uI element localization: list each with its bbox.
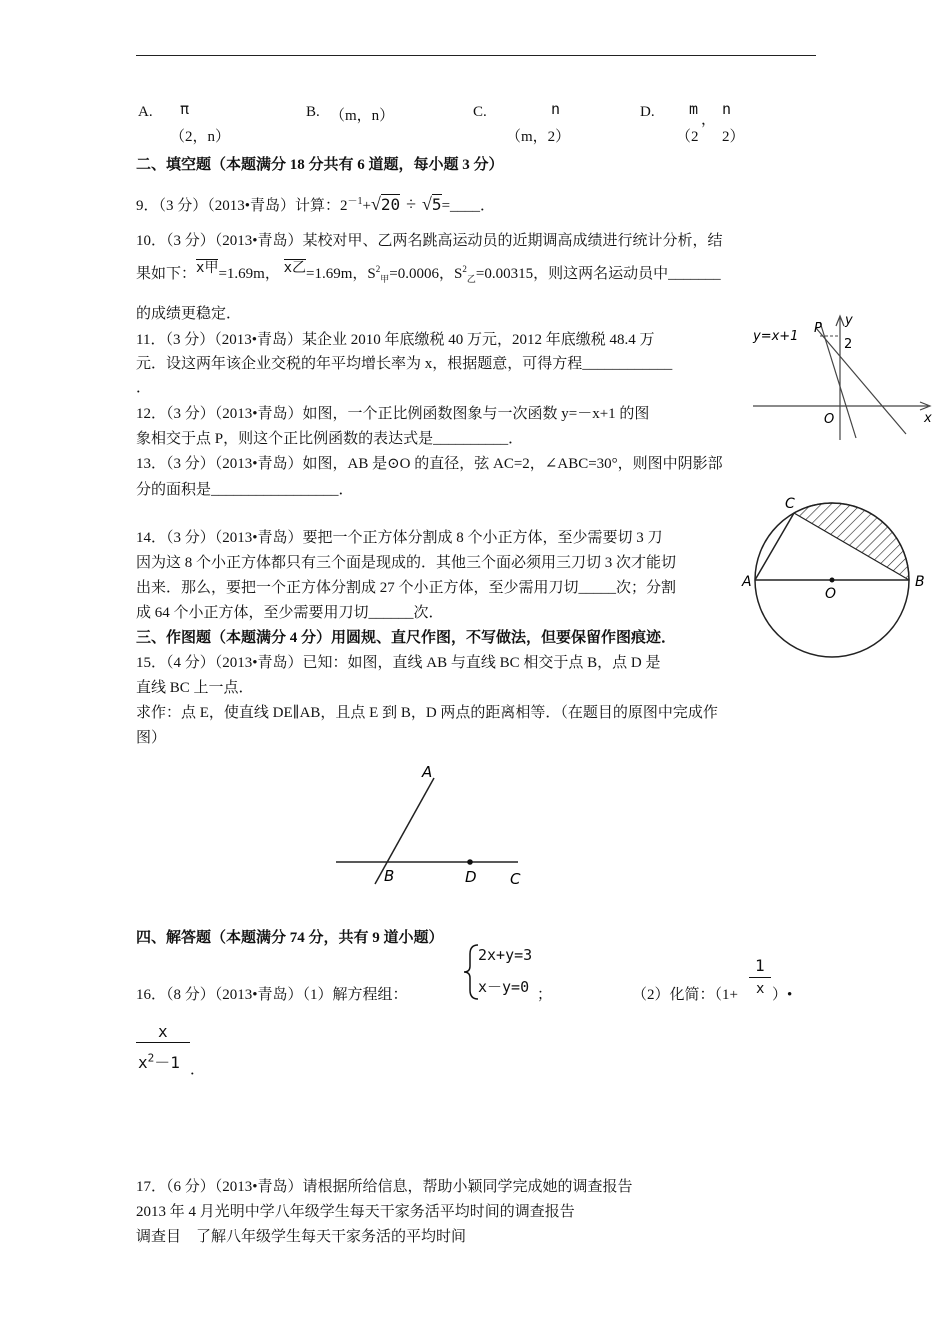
q12-tail: ． — [508, 431, 524, 447]
q13-figure — [738, 488, 938, 678]
q16-den-exp: 2 — [147, 1051, 155, 1065]
q15-line-3: 求作：点 E，使直线 DE∥AB，且点 E 到 B，D 两点的距离相等．（在题目的原图中完成作 — [136, 705, 718, 721]
q14-text-4: 成 64 个小正方体，至少需要用刀切 — [136, 605, 369, 621]
option-d-separator: ， — [701, 112, 717, 128]
q13-text: 分的面积是 — [136, 482, 212, 498]
q10-line-2 — [136, 262, 721, 285]
q10-value-4: =0.00315，则这两名运动员中 — [475, 266, 669, 282]
q14-answer-blank-1[interactable]: _____ — [578, 580, 617, 596]
q9-radicand-1: 20 — [380, 195, 401, 214]
option-b-text: （m，n） — [330, 108, 395, 124]
center-point — [830, 578, 835, 583]
label-y: y — [845, 313, 853, 328]
q13-tail: ． — [338, 482, 354, 498]
q16-semicolon: ； — [537, 987, 553, 1003]
q9-plus: + — [362, 198, 371, 214]
q16-part2-tail: ）• — [772, 987, 793, 1003]
q13-line-2 — [136, 478, 354, 499]
sqrt-icon: √ — [422, 194, 432, 214]
q11-line-3: ． — [136, 380, 152, 396]
q9-divide: ÷ — [406, 194, 417, 214]
q11-text: 元．设这两年该企业交税的年平均增长率为 x，根据题意，可得方程 — [136, 356, 583, 372]
q10-line-3: 的成绩更稳定． — [136, 306, 242, 322]
q10-line-1: 10．（3 分）（2013•青岛）某校对甲、乙两名跳高运动员的近期调高成绩进行统计分析，结 — [136, 233, 723, 249]
q15-figure — [330, 758, 540, 898]
q16-equation-2: x－y=0 — [478, 978, 530, 996]
q9-answer-blank[interactable]: ____． — [450, 198, 496, 214]
q13-line-1: 13．（3 分）（2013•青岛）如图，AB 是⊙O 的直径，弦 AC=2，∠ABC=30°，则图中阴影部 — [136, 456, 723, 472]
q17-line-1: 17．（6 分）（2013•青岛）请根据所给信息，帮助小颖同学完成她的调查报告 — [136, 1179, 633, 1195]
q16-frac-bar — [749, 977, 771, 978]
q10-s2-sub-2: 乙 — [466, 274, 476, 284]
q11-line-1: 11．（3 分）（2013•青岛）某企业 2010 年底缴税 40 万元，2012 年底缴税 48.4 万 — [136, 332, 655, 348]
option-d-numerator-1: m — [689, 100, 699, 118]
label-o: O — [825, 586, 837, 602]
label-c: C — [510, 870, 521, 888]
option-a-denominator: （2，n） — [170, 129, 231, 145]
q12-line-2 — [136, 427, 523, 448]
section-4-heading: 四、解答题（本题满分 74 分，共有 9 道小题） — [136, 930, 444, 946]
q15-line-1: 15．（4 分）（2013•青岛）已知：如图，直线 AB 与直线 BC 相交于点 B，点 D 是 — [136, 655, 661, 671]
label-c: C — [785, 496, 795, 512]
q15-line-2: 直线 BC 上一点． — [136, 680, 254, 696]
label-b: B — [915, 574, 925, 590]
sqrt-icon: √ — [370, 194, 381, 214]
q17-line-2: 2013 年 4 月光明中学八年级学生每天干家务活平均时间的调查报告 — [136, 1204, 575, 1220]
shaded-region — [794, 503, 909, 580]
q9-prefix: 9．（3 分）（2013•青岛）计算：2 — [136, 198, 348, 214]
q11-answer-blank[interactable]: ____________ — [582, 356, 673, 372]
option-a-numerator: π — [180, 100, 190, 118]
q10-value-2: =1.69m，S — [306, 266, 376, 282]
q16-frac-numerator: 1 — [755, 956, 765, 975]
option-d-numerator-2: n — [722, 100, 732, 118]
q16-prefix: 16．（8 分）（2013•青岛）（1）解方程组： — [136, 987, 408, 1003]
q16-part2: （2）化简：（1+ — [632, 987, 738, 1003]
label-p: P — [814, 321, 822, 336]
q14-text-3b: 次；分割 — [616, 580, 677, 596]
q12-figure — [748, 310, 938, 450]
chord-ac — [755, 513, 794, 580]
point-d — [467, 859, 473, 865]
q10-prefix: 果如下： — [136, 266, 197, 282]
option-c-numerator: n — [551, 100, 561, 118]
q14-answer-blank-2[interactable]: ______ — [368, 605, 414, 621]
q15-line-4: 图） — [136, 730, 167, 746]
q12-line-1: 12．（3 分）（2013•青岛）如图，一个正比例函数图象与一次函数 y=－x+1 的图 — [136, 406, 650, 422]
q16-end: ． — [190, 1062, 206, 1078]
label-x: x — [924, 411, 932, 426]
q10-value-1: =1.69m， — [218, 266, 280, 282]
q14-line-4 — [136, 601, 444, 622]
q10-s2-sub-1: 甲 — [380, 274, 390, 284]
q10-xbar-jia: x甲 — [196, 260, 219, 276]
question-9 — [136, 192, 495, 215]
q16-den-base: x — [138, 1053, 148, 1072]
q16-equation-1: 2x+y=3 — [478, 946, 533, 964]
q14-line-3 — [136, 576, 676, 597]
label-a: A — [422, 763, 433, 781]
label-b: B — [384, 867, 395, 885]
q10-s2-sup-1: 2 — [375, 264, 381, 274]
q10-s2-sup-2: 2 — [462, 264, 467, 274]
q16-den-rest: －1 — [154, 1053, 180, 1072]
q13-answer-blank[interactable]: _________________ — [211, 482, 339, 498]
q16-frac-denominator: x — [756, 981, 765, 997]
q11-line-2 — [136, 352, 672, 373]
q14-line-2: 因为这 8 个小正方体都只有三个面是现成的．其他三个面必须用三刀切 3 次才能切 — [136, 555, 677, 571]
q9-exponent: －1 — [347, 196, 363, 207]
q16-frac2-denominator — [138, 1050, 180, 1073]
option-a-label: A. — [138, 104, 153, 120]
label-d: D — [465, 868, 477, 886]
label-line-equation: y=x+1 — [753, 329, 799, 344]
option-d-denominator-2: 2） — [722, 129, 745, 145]
q9-equals: = — [441, 198, 451, 214]
option-b-label: B. — [306, 104, 320, 120]
q10-value-3: =0.0006，S — [389, 266, 463, 282]
q12-answer-blank[interactable]: __________ — [433, 431, 509, 447]
q14-line-1: 14．（3 分）（2013•青岛）要把一个正方体分割成 8 个小正方体，至少需要切 3 刀 — [136, 530, 663, 546]
section-2-heading: 二、填空题（本题满分 18 分共有 6 道题，每小题 3 分） — [136, 157, 504, 173]
label-two: 2 — [844, 337, 853, 352]
q16-frac2-bar — [136, 1042, 190, 1043]
q10-answer-blank[interactable]: _______ — [668, 266, 721, 282]
option-d-denominator-1: （2 — [676, 129, 699, 145]
q17-line-3: 调查目 了解八年级学生每天干家务活的平均时间 — [136, 1229, 467, 1245]
q14-text-3: 出来．那么，要把一个正方体分割成 27 个小正方体，至少需用刀切 — [136, 580, 579, 596]
q10-xbar-yi: x乙 — [283, 260, 307, 276]
section-3-heading: 三、作图题（本题满分 4 分）用圆规、直尺作图，不写做法，但要保留作图痕迹． — [136, 630, 677, 646]
q16-frac2-numerator: x — [158, 1022, 168, 1041]
q14-text-4b: 次． — [413, 605, 444, 621]
q12-text: 象相交于点 P，则这个正比例函数的表达式是 — [136, 431, 434, 447]
label-o: O — [824, 412, 835, 427]
q9-radicand-2: 5 — [431, 195, 442, 214]
option-c-denominator: （m，2） — [506, 129, 571, 145]
option-d-label: D. — [640, 104, 655, 120]
option-c-label: C. — [473, 104, 487, 120]
header-rule — [136, 55, 816, 56]
label-a: A — [742, 574, 752, 590]
